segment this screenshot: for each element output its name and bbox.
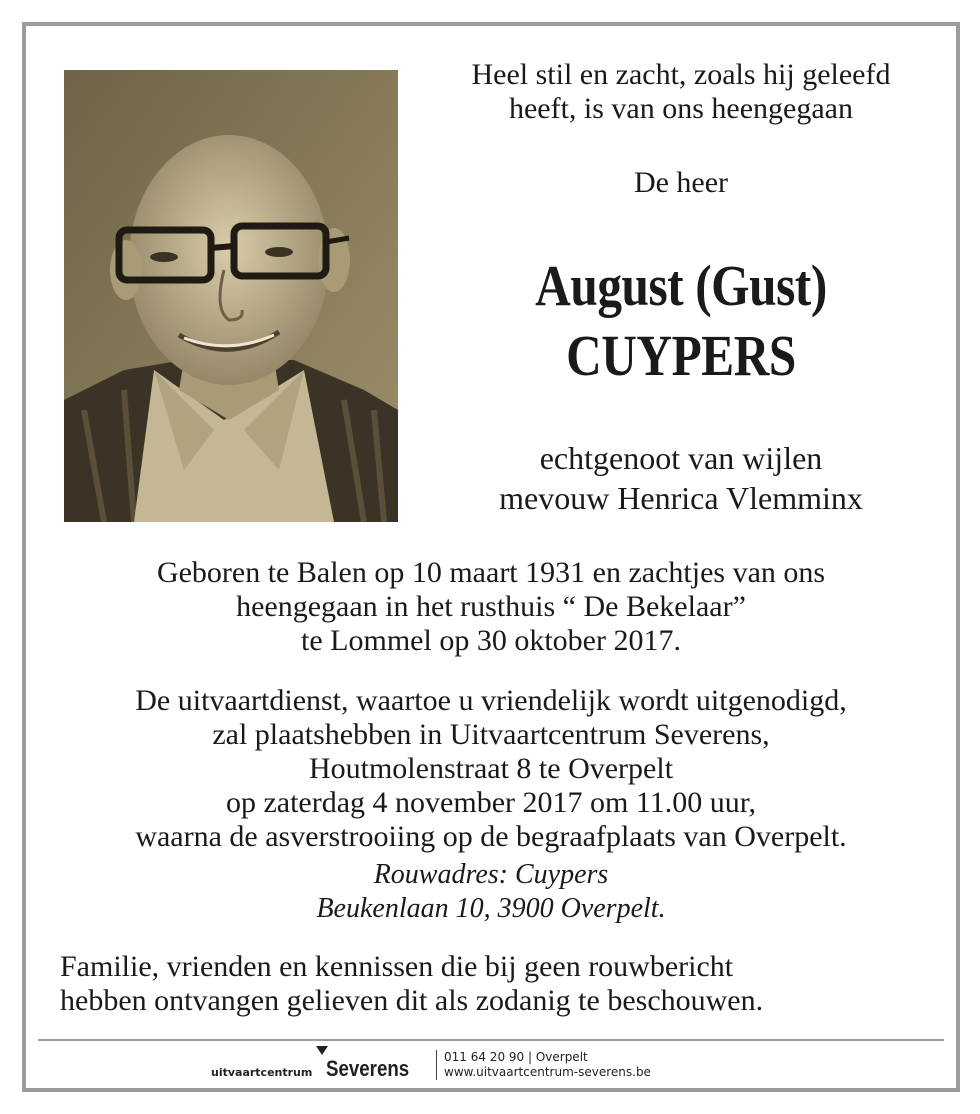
last-name: CUYPERS [566,323,796,388]
service-line-2: zal plaatshebben in Uitvaartcentrum Severens, [212,718,770,751]
brand-triangle-icon [316,1046,328,1055]
address-line-1: Rouwadres: Cuypers [373,859,609,890]
contact-website[interactable]: www.uitvaartcentrum-severens.be [444,1065,651,1079]
intro-line-2: heeft, is van ons heengegaan [508,92,854,125]
birth-line-1: Geboren te Balen op 10 maart 1931 en zachtjes van ons [156,556,826,589]
spouse-line-1: echtgenoot van wijlen [539,440,823,476]
family-line-1: Familie, vrienden en kennissen die bij geen rouwbericht [60,950,734,983]
funeral-service-text [26,684,956,854]
spouse-line-2: mevouw Henrica Vlemminx [499,480,863,516]
birth-line-3: te Lommel op 30 oktober 2017. [301,624,681,657]
obituary-card [22,22,960,1092]
family-notice [60,950,920,1018]
brand-label-big: Severens [326,1056,410,1081]
spouse-text [406,438,956,518]
portrait-photo [64,70,398,522]
service-line-5: waarna de asverstrooiing op de begraafplaats van Overpelt. [135,820,847,853]
contact-phone-location: 011 64 20 90 | Overpelt [444,1050,588,1064]
contact-info [444,1050,651,1080]
family-line-2: hebben ontvangen gelieven dit als zodanig te beschouwen. [60,984,764,1017]
funeral-home-footer [26,1044,956,1084]
address-line-2: Beukenlaan 10, 3900 Overpelt. [316,893,666,924]
footer-separator [436,1050,437,1080]
brand-label-small: uitvaartcentrum [211,1066,313,1079]
service-line-4: op zaterdag 4 november 2017 om 11.00 uur, [225,786,757,819]
mourning-address [26,858,956,926]
portrait-illustration [64,70,398,522]
birth-line-2: heengegaan in het rusthuis “ De Bekelaar” [236,590,746,623]
intro-line-1: Heel stil en zacht, zoals hij geleefd [471,58,891,91]
footer-divider [38,1039,944,1041]
service-line-3: Houtmolenstraat 8 te Overpelt [308,752,674,785]
first-name: August (Gust) [535,253,827,318]
honorific: De heer [633,166,729,199]
birth-and-death-text [26,556,956,658]
service-line-1: De uitvaartdienst, waartoe u vriendelijk wordt uitgenodigd, [135,684,847,717]
intro-text [406,58,956,126]
deceased-name [447,251,915,391]
